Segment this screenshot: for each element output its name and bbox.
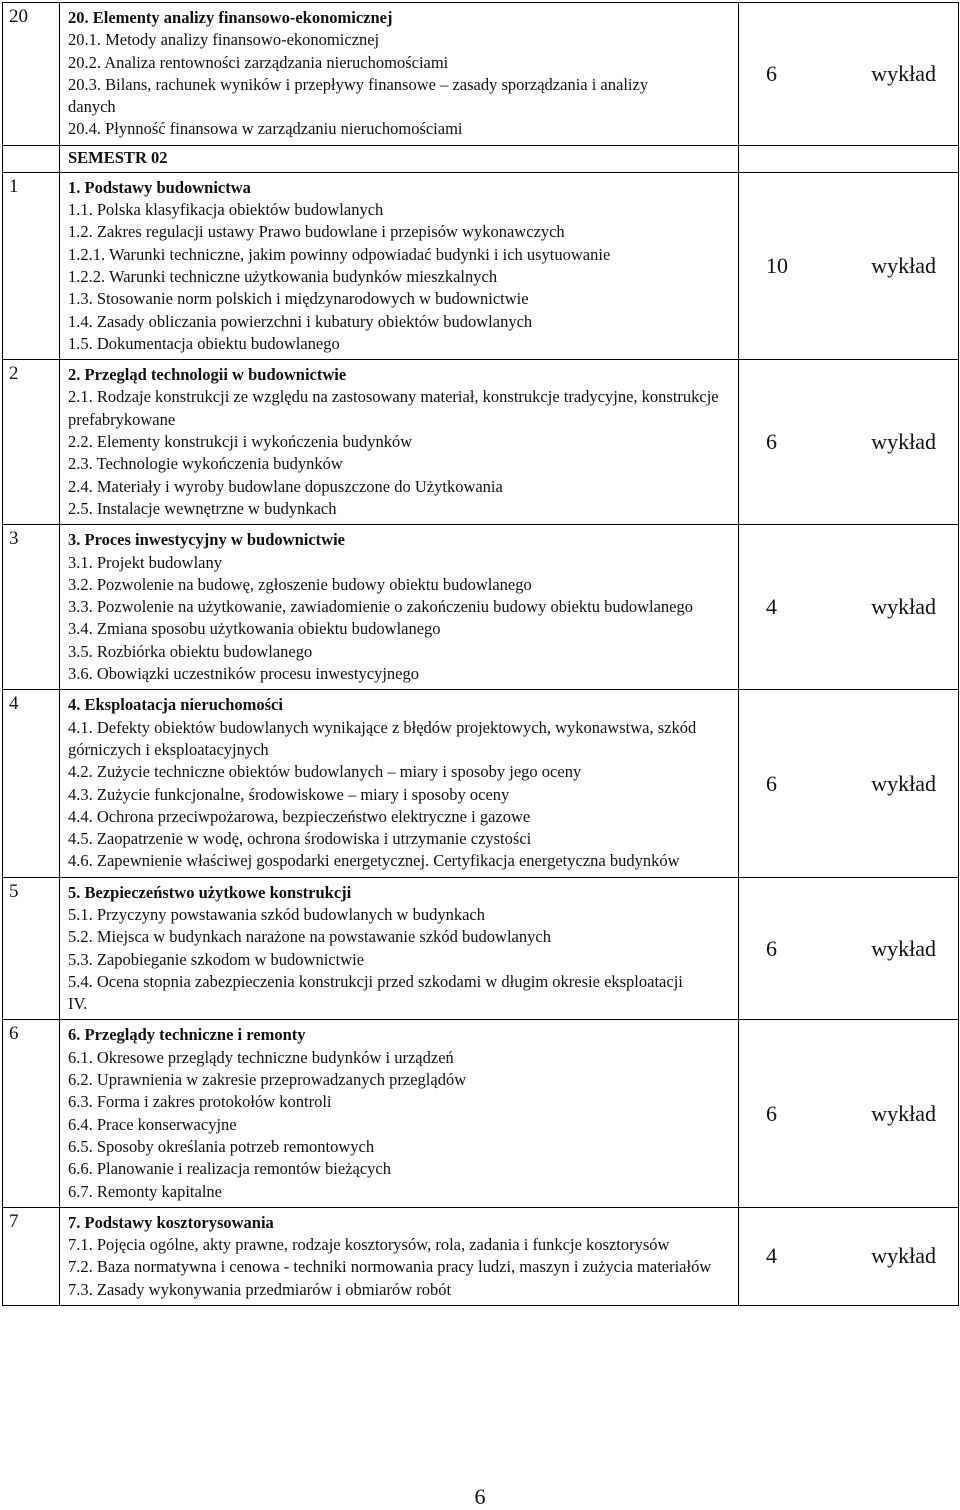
topic-number: 1 — [3, 172, 60, 359]
topic-row — [3, 1207, 959, 1305]
hours-count: 6 — [766, 1100, 777, 1126]
topic-heading: 7. Podstawy kosztorysowania — [68, 1212, 274, 1232]
topic-heading: 20. Elementy analizy finansowo-ekonomicznej — [68, 8, 393, 27]
subtopic-line: 3.3. Pozwolenie na użytkowanie, zawiadomienie o zakończeniu budowy obiektu budowlanego — [68, 597, 693, 617]
semester-num-cell — [3, 145, 60, 172]
hours-cell — [739, 877, 959, 1020]
topic-content — [60, 3, 739, 146]
subtopic-line: IV. — [68, 994, 88, 1014]
topic-row — [3, 172, 959, 359]
topic-heading: 5. Bezpieczeństwo użytkowe konstrukcji — [68, 882, 352, 902]
subtopic-line: 20.1. Metody analizy finansowo-ekonomicznej — [68, 30, 380, 50]
subtopic-line: 1.4. Zasady obliczania powierzchni i kubatury obiektów budowlanych — [68, 311, 533, 331]
topic-number: 4 — [3, 690, 60, 877]
subtopic-line: 2.1. Rodzaje konstrukcji ze względu na zastosowany materiał, konstrukcje tradycyjne, konstrukcje — [68, 387, 719, 407]
subtopic-line: 4.3. Zużycie funkcjonalne, środowiskowe – miary i sposoby oceny — [68, 784, 510, 804]
hours-cell — [739, 690, 959, 877]
topic-content — [60, 1020, 739, 1207]
syllabus-body — [3, 3, 959, 1306]
subtopic-line: 1.2.1. Warunki techniczne, jakim powinny odpowiadać budynki i ich usytuowanie — [68, 244, 611, 264]
topic-row — [3, 690, 959, 877]
subtopic-line: 3.1. Projekt budowlany — [68, 552, 222, 572]
syllabus-table — [2, 2, 959, 1306]
topic-number: 2 — [3, 360, 60, 525]
subtopic-line: 1.5. Dokumentacja obiektu budowlanego — [68, 333, 340, 353]
subtopic-line: 5.2. Miejsca w budynkach narażone na powstawanie szkód budowlanych — [68, 927, 551, 947]
topic-content — [60, 525, 739, 690]
topic-heading: 4. Eksploatacja nieruchomości — [68, 695, 283, 715]
class-form: wykład — [871, 770, 936, 796]
subtopic-line: 1.2. Zakres regulacji ustawy Prawo budowlane i przepisów wykonawczych — [68, 222, 565, 242]
class-form: wykład — [871, 594, 936, 620]
subtopic-line: 4.5. Zaopatrzenie w wodę, ochrona środowiska i utrzymanie czystości — [68, 829, 532, 849]
topic-row — [3, 525, 959, 690]
subtopic-line: 4.1. Defekty obiektów budowlanych wynikające z błędów projektowych, wykonawstwa, szkód — [68, 717, 697, 737]
hours-cell — [739, 1020, 959, 1207]
class-form: wykład — [871, 252, 936, 278]
subtopic-line: 7.1. Pojęcia ogólne, akty prawne, rodzaje kosztorysów, rola, zadania i funkcje kosztorysów — [68, 1235, 670, 1255]
subtopic-line: 6.2. Uprawnienia w zakresie przeprowadzanych przeglądów — [68, 1070, 467, 1090]
subtopic-line: 20.4. Płynność finansowa w zarządzaniu nieruchomościami — [68, 119, 463, 139]
subtopic-line: 5.3. Zapobieganie szkodom w budownictwie — [68, 949, 365, 969]
semester-label: SEMESTR 02 — [60, 145, 739, 172]
subtopic-line: danych — [68, 97, 116, 117]
topic-content — [60, 172, 739, 359]
subtopic-line: prefabrykowane — [68, 409, 176, 429]
topic-row — [3, 3, 959, 146]
hours-count: 4 — [766, 1243, 777, 1269]
topic-number: 20 — [3, 3, 60, 146]
subtopic-line: 3.5. Rozbiórka obiektu budowlanego — [68, 641, 313, 661]
topic-number: 3 — [3, 525, 60, 690]
subtopic-line: 6.3. Forma i zakres protokołów kontroli — [68, 1092, 332, 1112]
subtopic-line: 1.3. Stosowanie norm polskich i międzynarodowych w budownictwie — [68, 289, 529, 309]
subtopic-line: 6.4. Prace konserwacyjne — [68, 1114, 237, 1134]
subtopic-line: 6.5. Sposoby określania potrzeb remontowych — [68, 1136, 375, 1156]
semester-row — [3, 145, 959, 172]
subtopic-line: 6.7. Remonty kapitalne — [68, 1181, 222, 1201]
subtopic-line: 20.2. Analiza rentowności zarządzania nieruchomościami — [68, 52, 449, 72]
subtopic-line: 4.2. Zużycie techniczne obiektów budowlanych – miary i sposoby jego oceny — [68, 762, 582, 782]
hours-count: 6 — [766, 60, 777, 86]
page-number: 6 — [474, 1484, 486, 1509]
subtopic-line: 1.2.2. Warunki techniczne użytkowania budynków mieszkalnych — [68, 266, 498, 286]
topic-heading: 1. Podstawy budownictwa — [68, 177, 251, 197]
topic-heading: 2. Przegląd technologii w budownictwie — [68, 365, 347, 385]
subtopic-line: 6.1. Okresowe przeglądy techniczne budynków i urządzeń — [68, 1047, 454, 1067]
topic-row — [3, 360, 959, 525]
subtopic-line: 2.2. Elementy konstrukcji i wykończenia budynków — [68, 432, 413, 452]
hours-cell — [739, 172, 959, 359]
topic-number: 5 — [3, 877, 60, 1020]
hours-cell — [739, 360, 959, 525]
subtopic-line: 2.4. Materiały i wyroby budowlane dopuszczone do Użytkowania — [68, 476, 503, 496]
subtopic-line: 2.3. Technologie wykończenia budynków — [68, 454, 343, 474]
semester-hours-cell — [739, 145, 959, 172]
subtopic-line: 3.2. Pozwolenie na budowę, zgłoszenie budowy obiektu budowlanego — [68, 574, 532, 594]
topic-heading: 6. Przeglądy techniczne i remonty — [68, 1025, 306, 1045]
hours-cell — [739, 1207, 959, 1305]
topic-row — [3, 877, 959, 1020]
topic-heading: 3. Proces inwestycyjny w budownictwie — [68, 530, 345, 550]
subtopic-line: 6.6. Planowanie i realizacja remontów bieżących — [68, 1159, 391, 1179]
topic-number: 7 — [3, 1207, 60, 1305]
hours-count: 4 — [766, 594, 777, 620]
topic-content — [60, 690, 739, 877]
subtopic-line: 4.6. Zapewnienie właściwej gospodarki energetycznej. Certyfikacja energetyczna budynków — [68, 851, 680, 871]
topic-row — [3, 1020, 959, 1207]
class-form: wykład — [871, 1100, 936, 1126]
subtopic-line: 3.4. Zmiana sposobu użytkowania obiektu budowlanego — [68, 619, 441, 639]
subtopic-line: górniczych i eksploatacyjnych — [68, 739, 269, 759]
hours-cell — [739, 3, 959, 146]
subtopic-line: 20.3. Bilans, rachunek wyników i przepływy finansowe – zasady sporządzania i analizy — [68, 74, 649, 94]
topic-number: 6 — [3, 1020, 60, 1207]
subtopic-line: 7.2. Baza normatywna i cenowa - techniki normowania pracy ludzi, maszyn i zużycia materiałów — [68, 1257, 712, 1277]
subtopic-line: 3.6. Obowiązki uczestników procesu inwestycyjnego — [68, 664, 419, 684]
class-form: wykład — [871, 1243, 936, 1269]
hours-count: 6 — [766, 770, 777, 796]
topic-content — [60, 360, 739, 525]
subtopic-line: 7.3. Zasady wykonywania przedmiarów i obmiarów robót — [68, 1279, 452, 1299]
class-form: wykład — [871, 429, 936, 455]
hours-count: 10 — [766, 252, 788, 278]
class-form: wykład — [871, 935, 936, 961]
subtopic-line: 5.4. Ocena stopnia zabezpieczenia konstrukcji przed szkodami w długim okresie eksploatacji — [68, 971, 683, 991]
class-form: wykład — [871, 60, 936, 86]
topic-content — [60, 1207, 739, 1305]
hours-count: 6 — [766, 429, 777, 455]
subtopic-line: 5.1. Przyczyny powstawania szkód budowlanych w budynkach — [68, 904, 485, 924]
topic-content — [60, 877, 739, 1020]
hours-cell — [739, 525, 959, 690]
subtopic-line: 1.1. Polska klasyfikacja obiektów budowlanych — [68, 200, 384, 220]
subtopic-line: 4.4. Ochrona przeciwpożarowa, bezpieczeństwo elektryczne i gazowe — [68, 806, 531, 826]
hours-count: 6 — [766, 935, 777, 961]
subtopic-line: 2.5. Instalacje wewnętrzne w budynkach — [68, 498, 337, 518]
